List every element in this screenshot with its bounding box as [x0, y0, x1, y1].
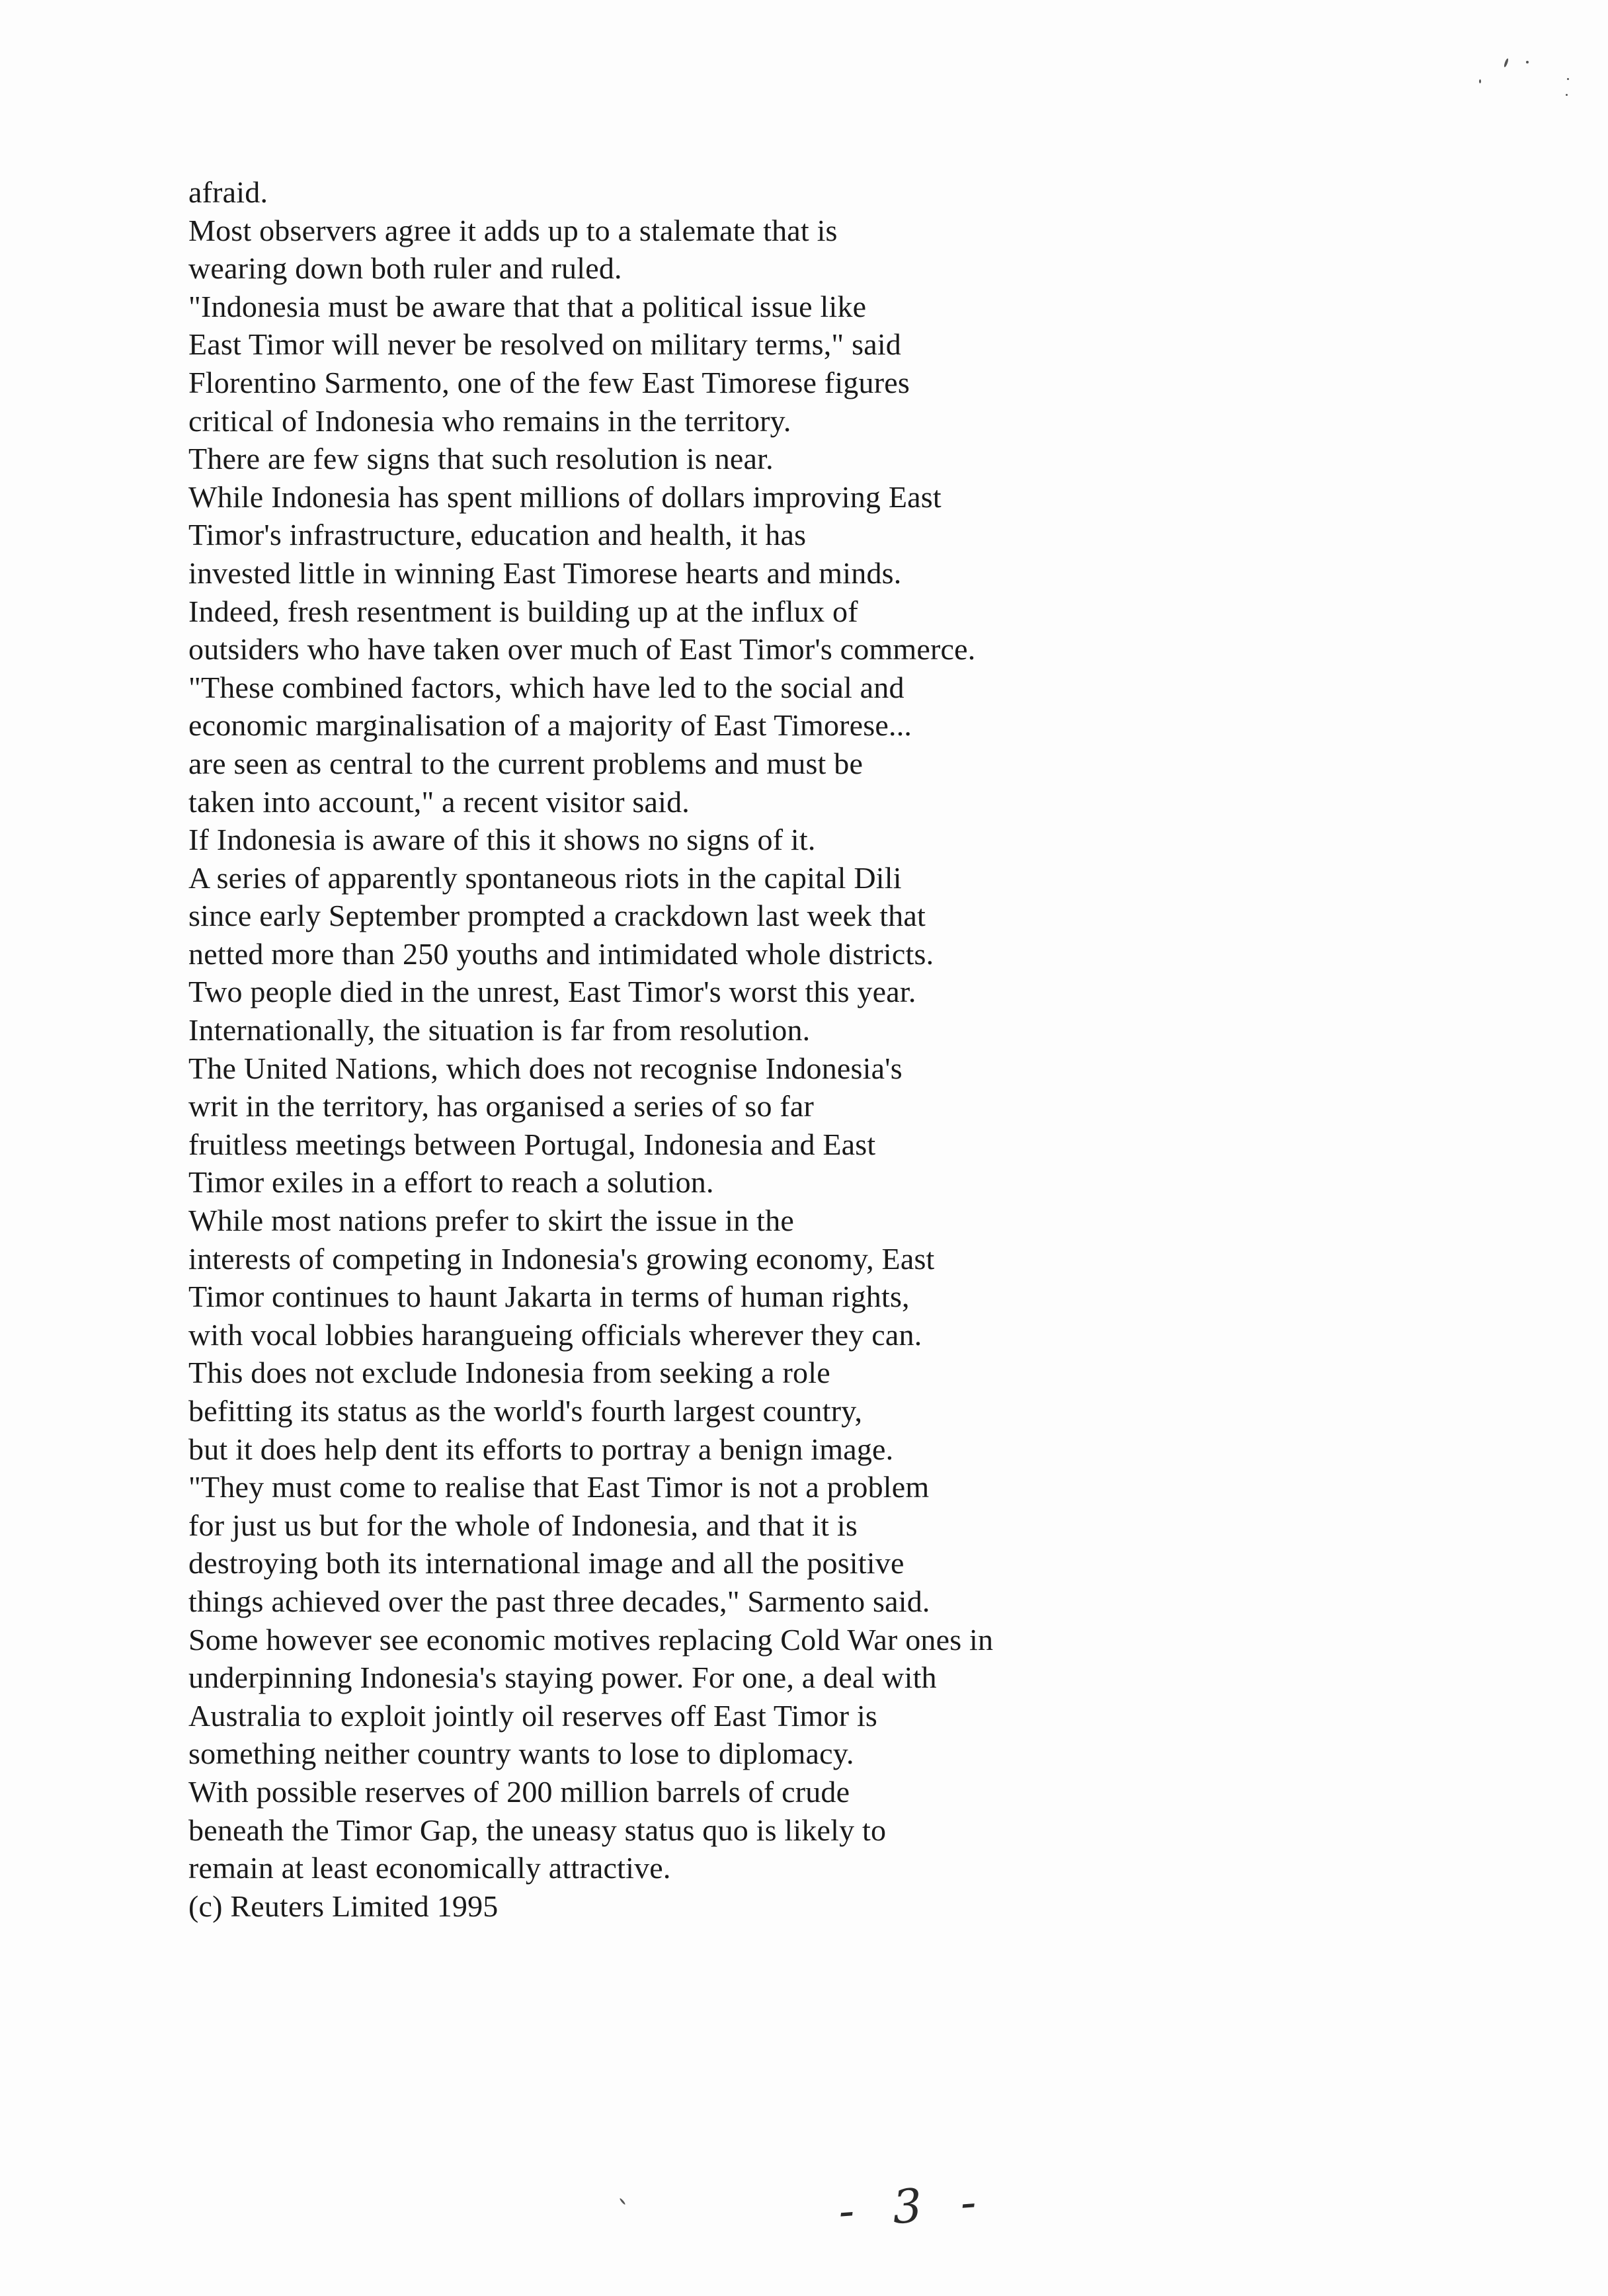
text-line: afraid.	[188, 175, 268, 209]
scan-speck	[1504, 58, 1509, 68]
text-line: Some however see economic motives replacing Cold War ones in	[188, 1622, 994, 1657]
text-line: "They must come to realise that East Timor is not a problem	[188, 1470, 930, 1504]
text-line: befitting its status as the world's fourth largest country,	[188, 1394, 863, 1428]
text-line: With possible reserves of 200 million barrels of crude	[188, 1774, 850, 1809]
text-line: Australia to exploit jointly oil reserves off East Timor is	[188, 1698, 878, 1733]
page-number: - 3 -	[836, 2174, 990, 2238]
text-line: This does not exclude Indonesia from seeking a role	[188, 1356, 830, 1390]
text-line: writ in the territory, has organised a series of so far	[188, 1089, 815, 1124]
text-line: but it does help dent its efforts to portray a benign image.	[188, 1432, 894, 1466]
scan-speck	[619, 2197, 625, 2205]
article-body	[188, 173, 1445, 1925]
text-line: since early September prompted a crackdown last week that	[188, 899, 926, 933]
text-line: for just us but for the whole of Indonesia, and that it is	[188, 1508, 858, 1542]
text-line: The United Nations, which does not recognise Indonesia's	[188, 1051, 903, 1085]
text-line: interests of competing in Indonesia's growing economy, East	[188, 1241, 935, 1276]
text-line: Two people died in the unrest, East Timor's worst this year.	[188, 975, 916, 1009]
text-line: Timor exiles in a effort to reach a solution.	[188, 1165, 714, 1200]
text-line: Florentino Sarmento, one of the few East Timorese figures	[188, 365, 910, 399]
text-line: wearing down both ruler and ruled.	[188, 251, 622, 286]
text-line: (c) Reuters Limited 1995	[188, 1889, 499, 1923]
text-line: outsiders who have taken over much of East Timor's commerce.	[188, 632, 976, 667]
text-line: There are few signs that such resolution is near.	[188, 442, 774, 476]
text-line: netted more than 250 youths and intimidated whole districts.	[188, 936, 934, 971]
text-line: underpinning Indonesia's staying power. For one, a deal with	[188, 1660, 937, 1695]
text-line: with vocal lobbies harangueing officials wherever they can.	[188, 1317, 922, 1352]
scan-speck	[1567, 78, 1569, 80]
text-line: Indeed, fresh resentment is building up at the influx of	[188, 594, 858, 628]
text-line: fruitless meetings between Portugal, Indonesia and East	[188, 1127, 876, 1161]
text-line: things achieved over the past three decades," Sarmento said.	[188, 1584, 930, 1618]
text-line: Internationally, the situation is far from resolution.	[188, 1013, 811, 1047]
scan-speck	[1566, 94, 1568, 96]
text-line: something neither country wants to lose to diplomacy.	[188, 1737, 854, 1771]
text-line: destroying both its international image and all the positive	[188, 1546, 904, 1580]
text-line: beneath the Timor Gap, the uneasy status quo is likely to	[188, 1813, 887, 1847]
text-line: A series of apparently spontaneous riots in the capital Dili	[188, 860, 902, 895]
text-line: are seen as central to the current problems and must be	[188, 746, 864, 780]
text-line: remain at least economically attractive.	[188, 1851, 671, 1885]
text-line: economic marginalisation of a majority of East Timorese...	[188, 708, 912, 743]
text-line: taken into account," a recent visitor said.	[188, 784, 690, 819]
scan-speck	[1526, 61, 1529, 63]
text-line: While most nations prefer to skirt the issue in the	[188, 1204, 794, 1238]
text-line: "These combined factors, which have led to the social and	[188, 670, 904, 704]
text-line: If Indonesia is aware of this it shows no signs of it.	[188, 823, 816, 857]
text-line: "Indonesia must be aware that that a political issue like	[188, 289, 867, 323]
text-line: invested little in winning East Timorese hearts and minds.	[188, 555, 902, 590]
text-line: Timor's infrastructure, education and health, it has	[188, 518, 807, 552]
text-line: Timor continues to haunt Jakarta in terms of human rights,	[188, 1280, 910, 1314]
scan-speck	[1479, 79, 1481, 83]
text-line: Most observers agree it adds up to a stalemate that is	[188, 213, 838, 247]
text-line: East Timor will never be resolved on military terms," said	[188, 327, 902, 362]
text-line: critical of Indonesia who remains in the territory.	[188, 403, 791, 438]
text-line: While Indonesia has spent millions of dollars improving East	[188, 479, 942, 514]
